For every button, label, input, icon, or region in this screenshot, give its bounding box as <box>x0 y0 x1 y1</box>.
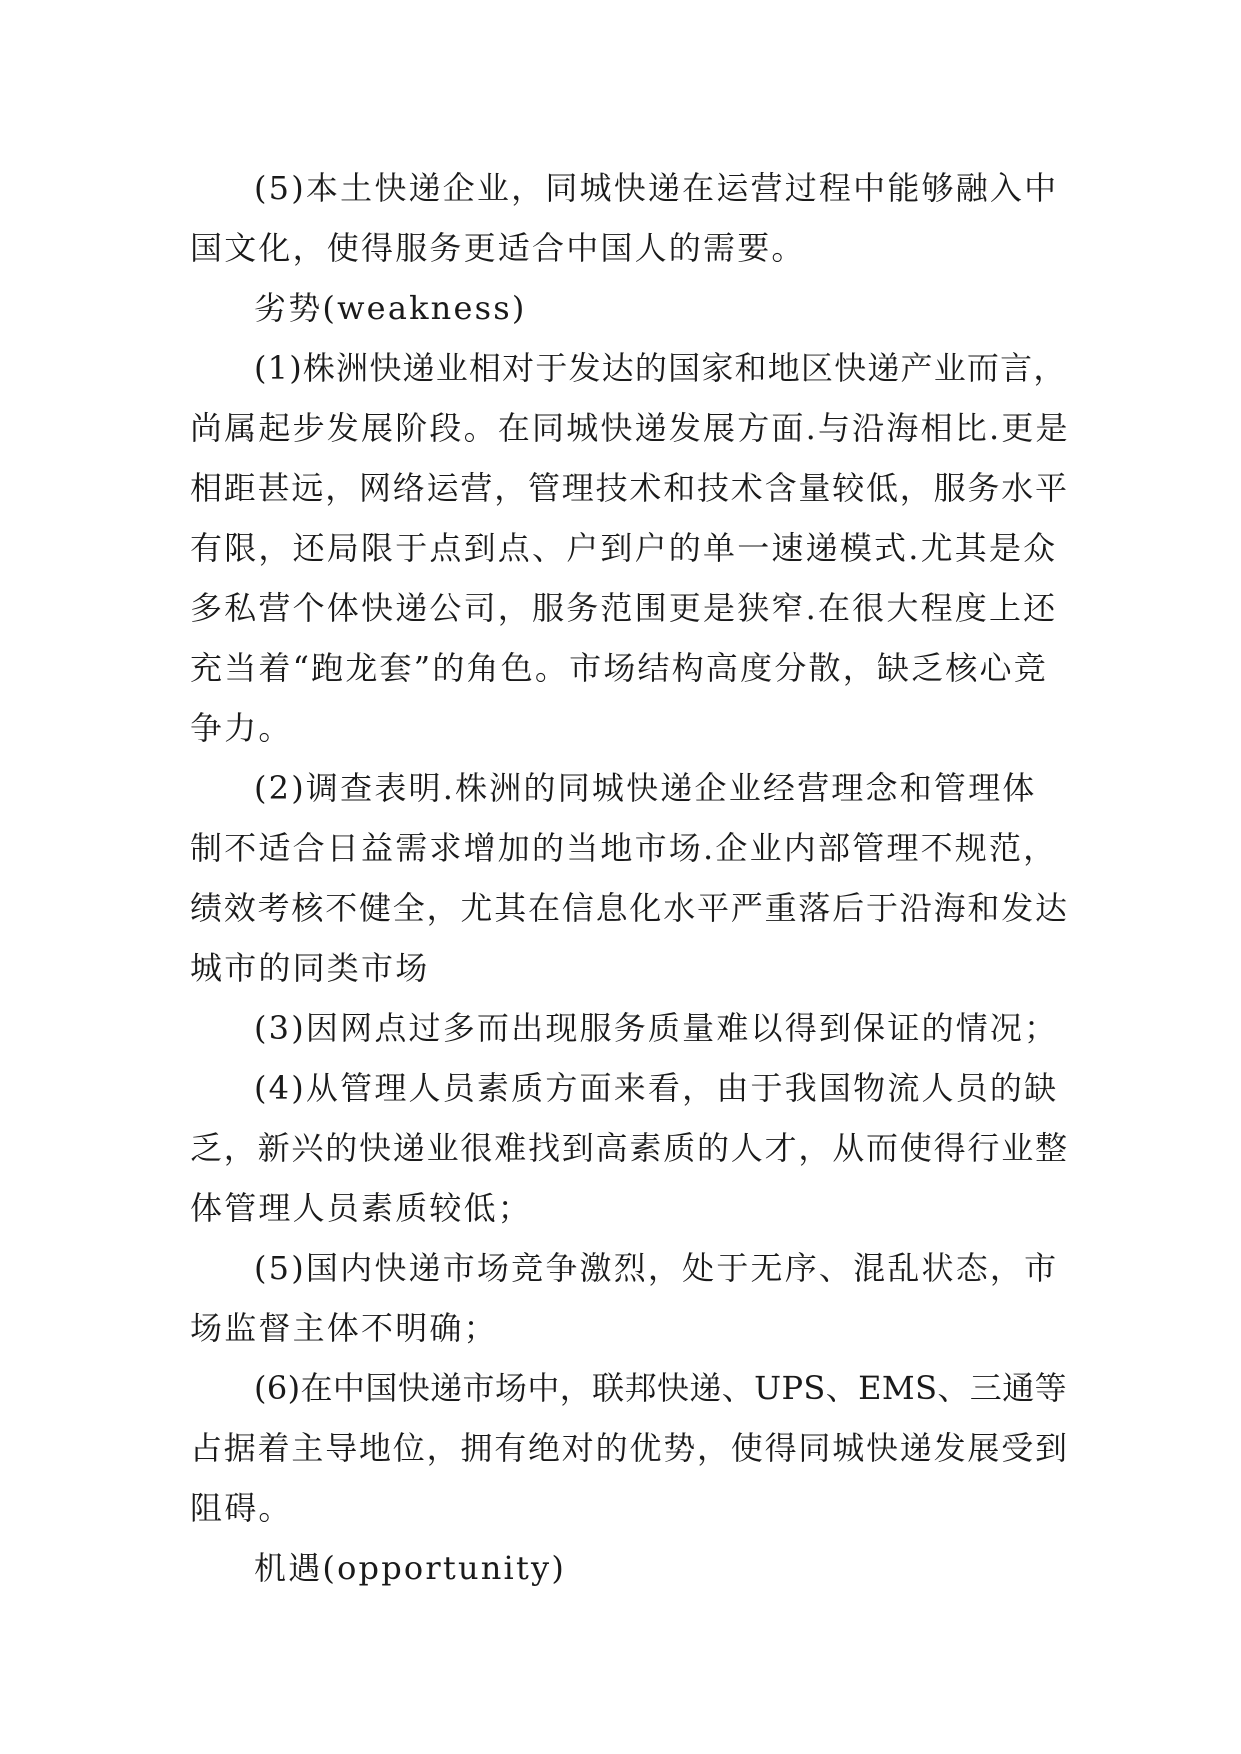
paragraph-line: 阻碍。 <box>190 1489 293 1527</box>
paragraph-line: 充当着“跑龙套”的角色。市场结构高度分散，缺乏核心竞 <box>190 649 1048 687</box>
section-heading-opportunity: 机遇(opportunity) <box>254 1549 567 1587</box>
paragraph-line: (6)在中国快递市场中，联邦快递、UPS、EMS、三通等 <box>254 1369 1067 1407</box>
paragraph-line: (5)国内快递市场竞争激烈，处于无序、混乱状态，市 <box>254 1249 1059 1287</box>
document-body <box>190 158 1070 1598</box>
paragraph-line: (4)从管理人员素质方面来看，由于我国物流人员的缺 <box>254 1069 1059 1107</box>
paragraph-line: 乏，新兴的快递业很难找到高素质的人才，从而使得行业整 <box>190 1129 1069 1167</box>
paragraph-line: 体管理人员素质较低； <box>190 1189 533 1227</box>
paragraph-line: 占据着主导地位，拥有绝对的优势，使得同城快递发展受到 <box>190 1429 1069 1467</box>
section-heading-weakness: 劣势(weakness) <box>254 289 527 327</box>
paragraph-line: 国文化，使得服务更适合中国人的需要。 <box>190 229 806 267</box>
paragraph-line: 制不适合日益需求增加的当地市场.企业内部管理不规范， <box>190 829 1058 867</box>
paragraph-line: (3)因网点过多而出现服务质量难以得到保证的情况； <box>254 1009 1059 1047</box>
paragraph-line: (5)本土快递企业，同城快递在运营过程中能够融入中 <box>254 169 1059 207</box>
paragraph-line: (2)调查表明.株洲的同城快递企业经营理念和管理体 <box>254 769 1037 807</box>
paragraph-line: 尚属起步发展阶段。在同城快递发展方面.与沿海相比.更是 <box>190 409 1070 447</box>
paragraph-line: 绩效考核不健全，尤其在信息化水平严重落后于沿海和发达 <box>190 889 1069 927</box>
paragraph-line: 场监督主体不明确； <box>190 1309 498 1347</box>
paragraph-line: 多私营个体快递公司，服务范围更是狭窄.在很大程度上还 <box>190 589 1058 627</box>
paragraph-line: 争力。 <box>190 709 293 747</box>
paragraph-line: (1)株洲快递业相对于发达的国家和地区快递产业而言， <box>254 349 1067 387</box>
paragraph-line: 有限，还局限于点到点、户到户的单一速递模式.尤其是众 <box>190 529 1058 567</box>
paragraph-line: 相距甚远，网络运营，管理技术和技术含量较低，服务水平 <box>190 469 1069 507</box>
paragraph-line: 城市的同类市场 <box>190 949 430 987</box>
